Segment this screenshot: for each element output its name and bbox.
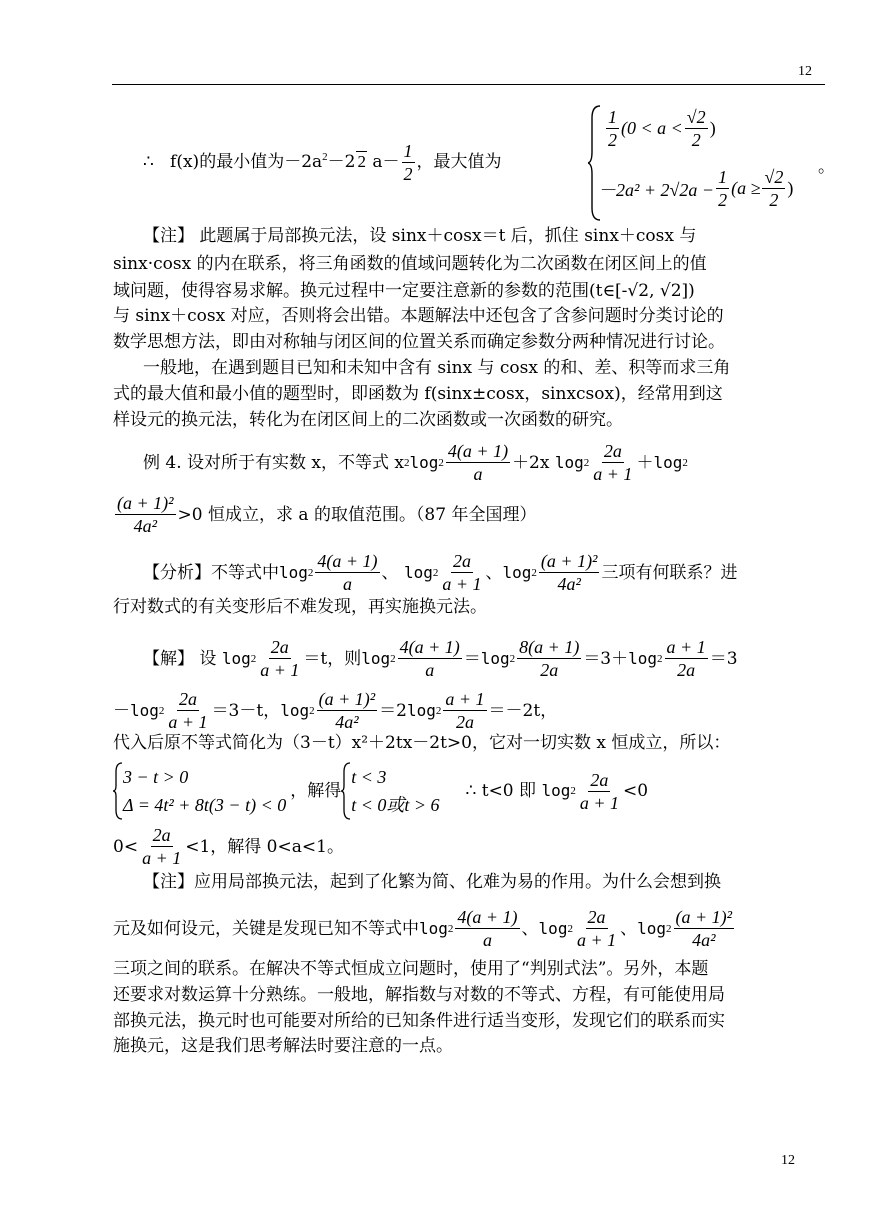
note1-line5: 数学思想方法，即由对称轴与闭区间的位置关系而确定参数分两种情况进行讨论。: [113, 332, 725, 352]
case-two: －2a² + 2√2a − $\frac{1}{2}$ (a ≥ $\frac{√2}{2}$ ): [598, 167, 794, 210]
sqrt-two: 2: [357, 152, 366, 171]
note2-line3: 三项之间的联系。在解决不等式恒成立问题时，使用了“判别式法”。另外，本题: [113, 959, 709, 979]
header-rule: [112, 84, 825, 85]
solution-line3: 代入后原不等式简化为（3－t）x²＋2tx－2t>0，它对一切实数 x 恒成立，所以：: [113, 733, 731, 753]
para2-line3: 样设元的换元法，转化为在闭区间上的二次函数或一次函数的研究。: [113, 410, 623, 430]
solution-line4: 3 − t > 0 Δ = 4t² + 8t(3 − t) < 0 ，解得 t < 3 t < 0或t > 6 ∴ t<0 即 log 2 $\frac{2a}{a + 1}$ <0: [113, 762, 648, 820]
note1-line4: 与 sinx＋cosx 对应，否则将会出错。本题解法中还包含了含参问题时分类讨论的: [113, 306, 724, 326]
result-line: ∴ f(x)的最小值为$-2a^2-2$ 2 a－ $\frac{1}{2}$ ，最大值为: [143, 141, 502, 184]
case-one: $\frac{1}{2}$ (0 < a < $\frac{√2}{2}$ ): [608, 107, 716, 150]
therefore-symbol: ∴: [143, 152, 154, 172]
system-2: t < 3 t < 0或t > 6: [351, 767, 440, 815]
note2-line6: 施换元，这是我们思考解法时要注意的一点。: [113, 1036, 453, 1056]
system-brace-2: [341, 762, 351, 820]
note2-line5: 部换元法，换元时也可能要对所给的已知条件进行适当变形，发现它们的联系而实: [113, 1011, 725, 1031]
system-brace-1: [113, 762, 123, 820]
note2-line2: 元及如何设元，关键是发现已知不等式中 log 2 $\frac{4(a + 1)}{a}$ 、 log 2 $\frac{2a}{a + 1}$ 、 log 2 $\frac{\text{(a + 1)²}}{\text{4a²}}$: [113, 907, 733, 950]
system-1: 3 − t > 0 Δ = 4t² + 8t(3 − t) < 0: [123, 767, 287, 815]
period: 。: [818, 157, 835, 177]
min-text-b: －2: [327, 152, 356, 172]
solution-line2: － log 2 $\frac{2a}{a + 1}$ ＝3－t， log 2 $\frac{\text{(a + 1)²}}{\text{4a²}}$ ＝2 log 2 $\frac{a + 1}{2a}$ ＝－2t，: [113, 689, 558, 732]
max-value-piecewise: [588, 104, 835, 222]
example4-line2: $\frac{\text{(a + 1)²}}{\text{4a²}}$ >0 恒成立，求 a 的取值范围。（87 年全国理）: [117, 493, 537, 536]
note1-line3: 域问题，使得容易求解。换元过程中一定要注意新的参数的范围(t∈[-√2, √2]): [113, 281, 695, 301]
analysis-line1: 【分析】不等式中 log 2 $\frac{4(a + 1)}{a}$ 、 log 2 $\frac{2a}{a + 1}$ 、 log 2 $\frac{\text{(a + 1)²}}{\text{4a²}}$ 三项有何联系？进: [143, 551, 738, 594]
note1-line1: 【注】 此题属于局部换元法，设 sinx＋cosx＝t 后，抓住 sinx＋cosx 与: [143, 226, 697, 246]
analysis-line2: 行对数式的有关变形后不难发现，再实施换元法。: [113, 597, 487, 617]
max-label: ，最大值为: [416, 152, 502, 172]
solution-line5: 0< $\frac{2a}{a + 1}$ <1，解得 0<a<1。: [113, 825, 344, 868]
note2-line4: 还要求对数运算十分熟练。一般地，解指数与对数的不等式、方程，有可能使用局: [113, 985, 725, 1005]
min-text-c: a－: [372, 152, 400, 172]
solution-line1: 【解】 设 log 2 $\frac{2a}{a + 1}$ ＝t，则 log 2 $\frac{4(a + 1)}{a}$ ＝ log 2 $\frac{8(a + 1)}{2a}$ ＝3＋ log 2 $\frac{a + 1}{2a}$ ＝3: [143, 637, 738, 680]
header-page-number: 12: [798, 64, 812, 79]
para2-line1: 一般地，在遇到题目已知和未知中含有 sinx 与 cosx 的和、差、积等而求三角: [143, 358, 731, 378]
example4-line1: 例 4. 设对所于有实数 x，不等式 x 2 log 2 $\frac{4(a + 1)}{a}$ ＋2x log 2 $\frac{2a}{a + 1}$ ＋ log 2: [143, 441, 688, 484]
footer-page-number: 12: [781, 1153, 795, 1168]
min-text: f(x)的最小值为－2a: [170, 152, 323, 172]
note1-line2: sinx·cosx 的内在联系，将三角函数的值域问题转化为二次函数在闭区间上的值: [113, 254, 707, 274]
half-fraction: $\frac{1}{2}$: [403, 141, 413, 184]
note2-line1: 【注】应用局部换元法，起到了化繁为简、化难为易的作用。为什么会想到换: [143, 872, 721, 892]
para2-line2: 式的最大值和最小值的题型时，即函数为 f(sinx±cosx，sinxcsox)，经常用到这: [113, 384, 723, 404]
